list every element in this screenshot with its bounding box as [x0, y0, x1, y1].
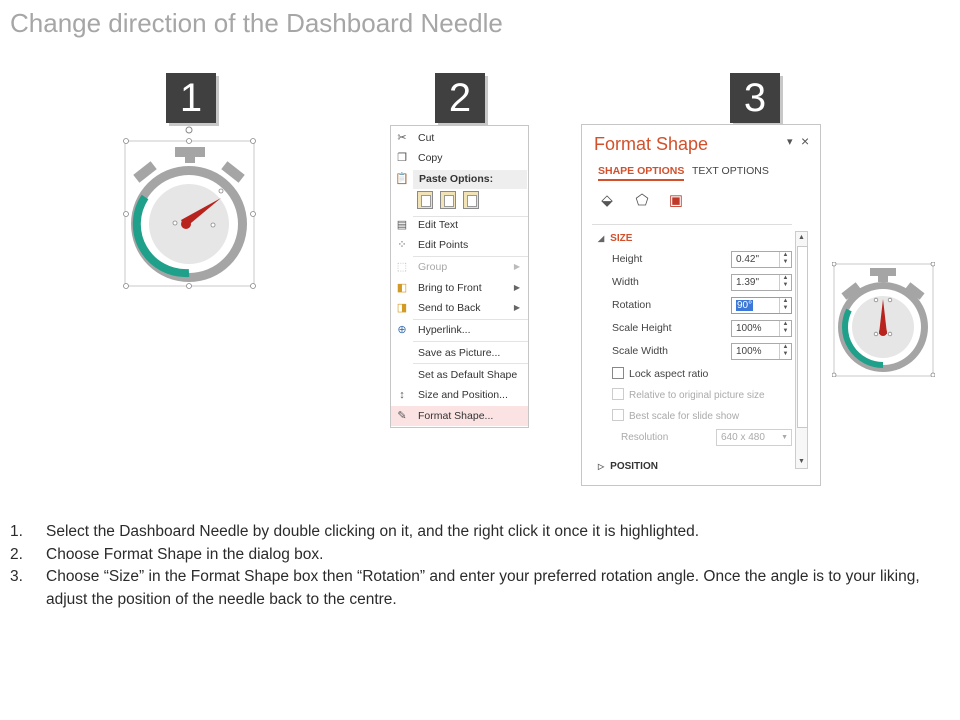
menu-item-save-as-picture[interactable]: [391, 343, 528, 363]
menu-item-group[interactable]: [391, 257, 528, 277]
submenu-arrow-icon: ▶: [513, 262, 520, 271]
rotate-handle: [186, 127, 192, 133]
scale-width-value: 100%: [736, 346, 762, 357]
position-section-label: POSITION: [610, 461, 658, 472]
menu-item-label: Save as Picture...: [418, 347, 501, 359]
dashboard-stopwatch-selected[interactable]: [118, 125, 263, 290]
chevron-down-icon: ▼: [781, 434, 788, 441]
hyperlink-icon: ⊕: [397, 324, 407, 336]
checkbox-label: Relative to original picture size: [629, 390, 765, 401]
submenu-arrow-icon: ▶: [513, 303, 520, 312]
format-shape-pane: [581, 124, 821, 486]
close-icon[interactable]: ×: [801, 133, 810, 149]
context-menu: [390, 125, 529, 428]
scroll-thumb[interactable]: [797, 246, 808, 428]
step-number: 3.: [10, 568, 23, 585]
edit-text-icon: ▤: [396, 219, 408, 231]
step-badge-3: 3: [730, 73, 780, 123]
width-value: 1.39": [736, 277, 760, 288]
step-badge-2: 2: [435, 73, 485, 123]
rotation-value: 90°: [737, 300, 753, 311]
menu-item-copy[interactable]: [391, 148, 528, 168]
height-input[interactable]: [731, 251, 792, 268]
scale-height-value: 100%: [736, 323, 762, 334]
resolution-select[interactable]: [716, 429, 792, 446]
step-badge-1: 1: [166, 73, 216, 123]
scroll-up-icon[interactable]: ▲: [798, 234, 805, 241]
send-back-icon: ◨: [396, 302, 408, 314]
best-scale-checkbox[interactable]: [612, 409, 739, 422]
format-shape-icon: ✎: [397, 410, 407, 422]
menu-item-label: Edit Text: [418, 219, 459, 231]
pane-title: Format Shape: [594, 134, 709, 154]
scroll-down-icon[interactable]: ▼: [798, 458, 805, 465]
menu-item-format-shape[interactable]: [391, 406, 528, 426]
instruction-step: [10, 544, 930, 567]
menu-separator: [413, 363, 528, 364]
size-properties-icon[interactable]: ▣: [668, 192, 684, 209]
instruction-step: [10, 566, 930, 611]
width-label: Width: [612, 276, 639, 288]
scale-width-label: Scale Width: [612, 345, 669, 357]
checkbox-box[interactable]: [612, 409, 624, 421]
menu-item-set-default-shape[interactable]: [391, 365, 528, 385]
instructions-list: [10, 521, 930, 611]
spinner-icon[interactable]: ▲ ▼: [779, 321, 791, 336]
paste-options-buttons[interactable]: [417, 191, 487, 213]
pane-scrollbar[interactable]: [795, 231, 808, 469]
dashboard-stopwatch-rotated[interactable]: [832, 262, 935, 377]
tab-shape-options[interactable]: SHAPE OPTIONS: [598, 165, 684, 181]
spinner-icon[interactable]: ▲ ▼: [779, 298, 791, 313]
size-section-header[interactable]: [598, 233, 632, 244]
width-input[interactable]: [731, 274, 792, 291]
size-section-label: SIZE: [610, 233, 633, 244]
height-value: 0.42": [736, 254, 760, 265]
menu-item-label: Copy: [418, 152, 443, 164]
size-position-icon: ↕: [399, 389, 405, 401]
resolution-value: 640 x 480: [721, 432, 765, 443]
lock-aspect-ratio-checkbox[interactable]: [612, 367, 708, 380]
spinner-icon[interactable]: ▲ ▼: [779, 275, 791, 290]
menu-separator: [413, 341, 528, 342]
scissors-icon: ✂: [397, 132, 407, 144]
menu-item-label: Bring to Front: [418, 282, 482, 294]
spinner-icon[interactable]: ▲ ▼: [779, 344, 791, 359]
menu-item-label: Hyperlink...: [418, 324, 471, 336]
menu-item-send-to-back[interactable]: [391, 298, 528, 318]
checkbox-label: Best scale for slide show: [629, 411, 740, 422]
group-icon: ⬚: [396, 261, 408, 273]
resolution-label: Resolution: [621, 432, 669, 443]
paste-merge-icon[interactable]: [440, 191, 456, 209]
checkbox-box[interactable]: [612, 388, 624, 400]
rotation-label: Rotation: [612, 299, 652, 311]
step-text: Choose Format Shape in the dialog box.: [46, 545, 324, 563]
expand-triangle-icon: ▷: [598, 462, 605, 471]
menu-item-label: Set as Default Shape: [418, 369, 518, 381]
menu-item-label: Format Shape...: [418, 410, 494, 422]
menu-item-bring-to-front[interactable]: [391, 278, 528, 298]
menu-item-label: Edit Points: [418, 239, 469, 251]
fill-line-icon[interactable]: ⬙: [601, 192, 613, 209]
submenu-arrow-icon: ▶: [513, 283, 520, 292]
menu-item-edit-points[interactable]: [391, 235, 528, 255]
copy-icon: ❐: [397, 152, 407, 164]
step-text: Select the Dashboard Needle by double clicking on it, and the right click it once it is highlighted.: [46, 523, 700, 540]
menu-item-hyperlink[interactable]: [391, 320, 528, 340]
rotation-input[interactable]: [731, 297, 792, 314]
spinner-icon[interactable]: ▲ ▼: [779, 252, 791, 267]
pane-divider: [592, 224, 792, 225]
tab-text-options[interactable]: TEXT OPTIONS: [692, 165, 769, 177]
menu-item-cut[interactable]: [391, 128, 528, 148]
menu-item-label: Cut: [418, 132, 435, 144]
collapse-triangle-icon: ◢: [598, 234, 605, 243]
checkbox-label: Lock aspect ratio: [629, 368, 709, 380]
paste-picture-icon[interactable]: [463, 191, 479, 209]
step-text: Choose “Size” in the Format Shape box then “Rotation” and enter your preferred rotation angle. Once the angle is to your liking, adjust the position of the needle back to the centre.: [46, 568, 920, 608]
scale-width-input[interactable]: [731, 343, 792, 360]
menu-item-label: Group: [418, 261, 448, 273]
paste-options-header: Paste Options:: [413, 170, 527, 189]
effects-icon[interactable]: ⬠: [635, 192, 649, 209]
checkbox-box[interactable]: [612, 367, 624, 379]
menu-item-size-position[interactable]: [391, 385, 528, 405]
paste-keep-format-icon[interactable]: [417, 191, 433, 209]
edit-points-icon: ⁘: [397, 239, 407, 251]
pane-options-icon[interactable]: ▾: [787, 136, 793, 148]
paste-icon: 📋: [395, 173, 409, 185]
page-title: Change direction of the Dashboard Needle: [10, 8, 503, 38]
bring-front-icon: ◧: [396, 282, 408, 294]
scale-height-label: Scale Height: [612, 322, 672, 334]
menu-item-label: Send to Back: [418, 302, 481, 314]
step-number: 2.: [10, 545, 23, 563]
height-label: Height: [612, 253, 643, 265]
relative-original-size-checkbox[interactable]: [612, 388, 765, 401]
scale-height-input[interactable]: [731, 320, 792, 337]
step-number: 1.: [10, 523, 23, 540]
position-section-header[interactable]: [598, 461, 658, 472]
menu-item-edit-text[interactable]: [391, 215, 528, 235]
menu-item-label: Size and Position...: [418, 389, 508, 401]
instruction-step: [10, 521, 930, 544]
